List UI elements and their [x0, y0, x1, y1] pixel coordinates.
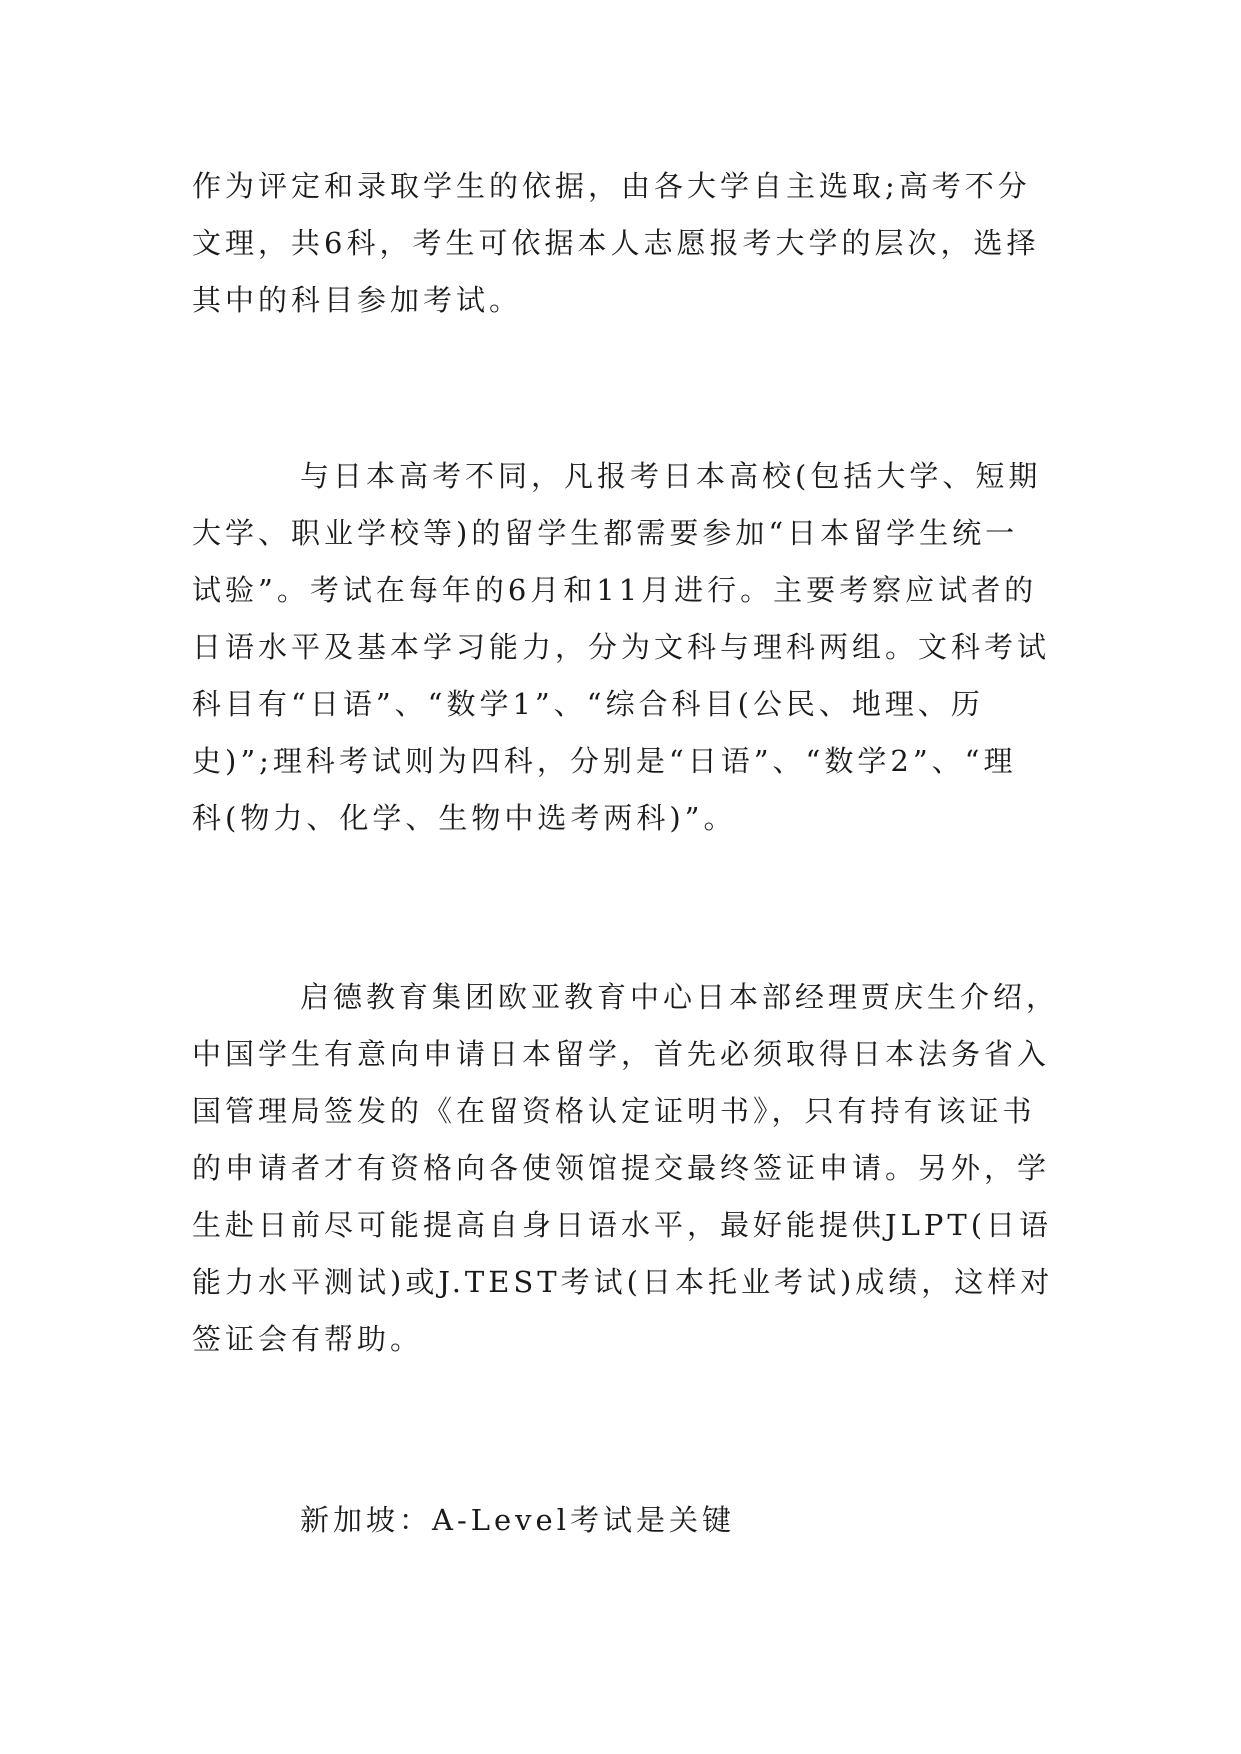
paragraph-line: 日语水平及基本学习能力，分为文科与理科两组。文科考试 — [192, 630, 1051, 664]
paragraph-1 — [192, 158, 1072, 329]
paragraph-line: 的申请者才有资格向各使领馆提交最终签证申请。另外，学 — [192, 1151, 1051, 1185]
section-heading-singapore — [192, 1492, 1072, 1549]
paragraph-line: 史)”;理科考试则为四科，分别是“日语”、“数学2”、“理 — [192, 744, 1017, 778]
paragraph-line: 大学、职业学校等)的留学生都需要参加“日本留学生统一 — [192, 516, 1019, 550]
paragraph-line: 国管理局签发的《在留资格认定证明书》，只有持有该证书 — [192, 1094, 1036, 1128]
paragraph-line: 其中的科目参加考试。 — [192, 283, 523, 317]
paragraph-line: 作为评定和录取学生的依据，由各大学自主选取;高考不分 — [192, 169, 1031, 203]
paragraph-2 — [192, 448, 1072, 847]
paragraph-line: 中国学生有意向申请日本留学，首先必须取得日本法务省入 — [192, 1037, 1051, 1071]
paragraph-line: 文理，共6科，考生可依据本人志愿报考大学的层次，选择 — [192, 226, 1040, 260]
paragraph-3 — [192, 969, 1072, 1368]
paragraph-line: 启德教育集团欧亚教育中心日本部经理贾庆生介绍， — [300, 980, 1060, 1014]
paragraph-line: 能力水平测试)或J.TEST考试(日本托业考试)成绩，这样对 — [192, 1265, 1054, 1299]
paragraph-line: 生赴日前尽可能提高自身日语水平，最好能提供JLPT(日语 — [192, 1208, 1053, 1242]
paragraph-line: 签证会有帮助。 — [192, 1322, 424, 1356]
paragraph-line: 科目有“日语”、“数学1”、“综合科目(公民、地理、历 — [192, 687, 984, 721]
paragraph-line: 试验”。考试在每年的6月和11月进行。主要考察应试者的 — [192, 573, 1038, 607]
paragraph-line: 科(物力、化学、生物中选考两科)”。 — [192, 801, 737, 835]
paragraph-line: 与日本高考不同，凡报考日本高校(包括大学、短期 — [300, 459, 1042, 493]
paragraph-line: 新加坡：A-Level考试是关键 — [300, 1503, 735, 1537]
